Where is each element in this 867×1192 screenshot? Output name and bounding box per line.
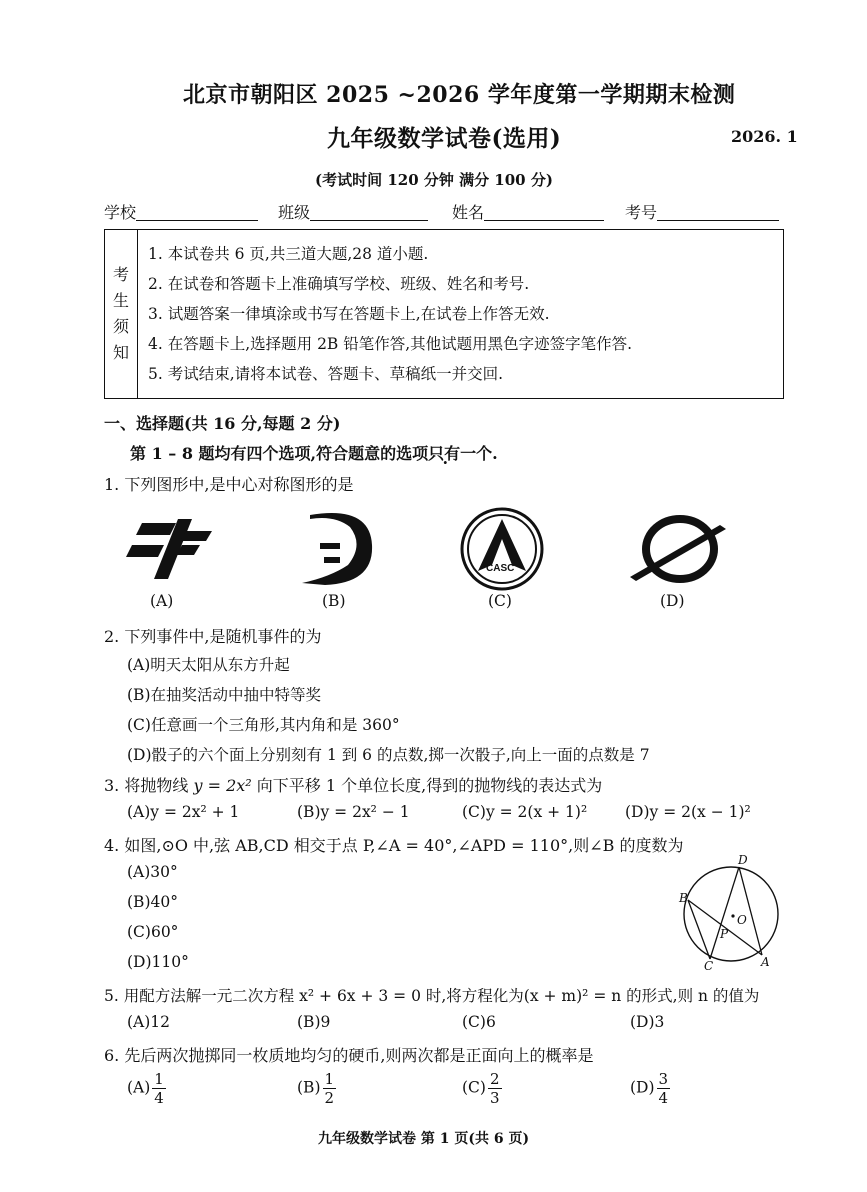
q1-figures: [120, 505, 760, 600]
logo-b-icon[interactable]: [302, 513, 372, 585]
numerator: 3: [658, 1070, 669, 1088]
denominator: 4: [154, 1089, 164, 1107]
q5-option-a[interactable]: (A)12: [127, 1013, 171, 1031]
q3-option-b[interactable]: (B)y = 2x² − 1: [297, 803, 410, 821]
notice-body: [138, 230, 784, 399]
notice-label-char: 知: [112, 343, 129, 362]
candidate-notice-box: [104, 229, 784, 399]
denominator: 4: [658, 1089, 669, 1107]
q3-stem-text: 3. 将抛物线: [104, 776, 194, 795]
notice-label: [105, 230, 138, 399]
section-instruction: [130, 441, 498, 464]
denominator: 3: [489, 1089, 500, 1107]
q6-option-a[interactable]: [127, 1070, 166, 1107]
q3-option-c[interactable]: (C)y = 2(x + 1)²: [462, 803, 588, 821]
number-blank[interactable]: [657, 204, 779, 221]
q5-stem: 5. 用配方法解一元二次方程 x² + 6x + 3 = 0 时,将方程化为(x + m)² = n 的形式,则 n 的值为: [104, 987, 760, 1005]
logo-a-icon[interactable]: [126, 519, 212, 579]
q4-stem: 4. 如图,⊙O 中,弦 AB,CD 相交于点 P,∠A = 40°,∠APD = 110°,则∠B 的度数为: [104, 836, 684, 855]
school-field: [104, 200, 258, 223]
segment-da: [739, 867, 762, 955]
numerator: 2: [489, 1070, 500, 1088]
section-heading: 一、选择题(共 16 分,每题 2 分): [104, 414, 341, 433]
q2-option-b[interactable]: (B)在抽奖活动中抽中特等奖: [127, 686, 321, 704]
school-label: 学校: [104, 203, 137, 222]
q3-stem-math: y = 2x²: [193, 776, 252, 795]
notice-item: 5. 考试结束,请将本试卷、答题卡、草稿纸一并交回.: [148, 365, 504, 383]
q5-option-d[interactable]: (D)3: [630, 1013, 665, 1031]
name-blank[interactable]: [484, 204, 604, 221]
numerator: 1: [324, 1070, 335, 1088]
exam-date: 2026. 1: [731, 127, 798, 146]
label-o: O: [737, 913, 747, 927]
q5-option-b[interactable]: (B)9: [297, 1013, 331, 1031]
option-label: (A): [127, 1078, 151, 1097]
q6-stem: 6. 先后两次抛掷同一枚质地均匀的硬币,则两次都是正面向上的概率是: [104, 1046, 594, 1065]
q6-option-b[interactable]: [297, 1070, 336, 1107]
exam-info: (考试时间 120 分钟 满分 100 分): [315, 171, 553, 189]
option-label: (D): [630, 1078, 655, 1097]
q3-option-d[interactable]: (D)y = 2(x − 1)²: [625, 803, 751, 821]
class-field: [278, 200, 428, 223]
q1-option-a[interactable]: (A): [150, 592, 174, 610]
class-blank[interactable]: [310, 204, 428, 221]
q2-stem: 2. 下列事件中,是随机事件的为: [104, 627, 322, 646]
notice-label-char: 考: [112, 265, 129, 284]
notice-label-char: 生: [112, 291, 129, 310]
fraction: [152, 1070, 166, 1107]
page-footer: 九年级数学试卷 第 1 页(共 6 页): [318, 1131, 530, 1147]
q2-option-a[interactable]: (A)明天太阳从东方升起: [127, 656, 290, 674]
logo-d-icon[interactable]: [630, 519, 726, 581]
notice-item: 2. 在试卷和答题卡上准确填写学校、班级、姓名和考号.: [148, 275, 530, 293]
q1-option-d[interactable]: (D): [660, 592, 685, 610]
notice-item: 3. 试题答案一律填涂或书写在答题卡上,在试卷上作答无效.: [148, 305, 550, 323]
number-label: 考号: [625, 203, 658, 222]
q4-option-a[interactable]: (A)30°: [127, 863, 178, 881]
fraction: [323, 1070, 337, 1107]
q4-option-b[interactable]: (B)40°: [127, 893, 178, 911]
notice-item: 1. 本试卷共 6 页,共三道大题,28 道小题.: [148, 245, 429, 263]
option-label: (C): [462, 1078, 486, 1097]
fraction: [488, 1070, 502, 1107]
q1-option-b[interactable]: (B): [322, 592, 346, 610]
q6-option-d[interactable]: [630, 1070, 670, 1107]
instruction-text: 第 1 – 8 题均有四个选项,符合题意的选项: [130, 444, 429, 463]
label-p: P: [720, 927, 729, 941]
q3-stem-text: 向下平移 1 个单位长度,得到的抛物线的表达式为: [251, 776, 603, 795]
label-d: D: [738, 853, 748, 867]
q4-circle-figure: [676, 852, 786, 970]
q4-option-d[interactable]: (D)110°: [127, 953, 189, 971]
q2-option-d[interactable]: (D)骰子的六个面上分别刻有 1 到 6 的点数,掷一次骰子,向上一面的点数是 7: [127, 746, 650, 764]
q2-option-c[interactable]: (C)任意画一个三角形,其内角和是 360°: [127, 716, 400, 734]
logo-c-casc-icon[interactable]: [462, 509, 542, 589]
q1-stem: 1. 下列图形中,是中心对称图形的是: [104, 475, 354, 494]
chord-dc: [710, 867, 739, 959]
logo-c-text: CASC: [486, 563, 515, 574]
instruction-emphasis: 只有: [428, 444, 461, 463]
school-blank[interactable]: [136, 204, 258, 221]
q1-option-c[interactable]: (C): [488, 592, 512, 610]
denominator: 2: [324, 1089, 335, 1107]
number-field: [625, 200, 779, 223]
option-label: (B): [297, 1078, 321, 1097]
label-a: A: [761, 955, 770, 969]
center-point: [731, 914, 734, 917]
notice-item: 4. 在答题卡上,选择题用 2B 铅笔作答,其他试题用黑色字迹签字笔作答.: [148, 335, 633, 353]
class-label: 班级: [278, 203, 311, 222]
label-c: C: [704, 959, 714, 970]
circle-o: [684, 867, 778, 961]
label-b: B: [679, 891, 688, 905]
numerator: 1: [154, 1070, 164, 1088]
exam-title: 北京市朝阳区 2025 ~2026 学年度第一学期期末检测: [183, 82, 736, 108]
q6-option-c[interactable]: [462, 1070, 502, 1107]
fraction: [657, 1070, 671, 1107]
q3-stem: [104, 773, 602, 796]
notice-label-char: 须: [112, 317, 129, 336]
name-field: [452, 200, 604, 223]
paper-subtitle: 九年级数学试卷(选用): [327, 125, 562, 152]
instruction-text: 一个.: [460, 444, 498, 463]
name-label: 姓名: [452, 203, 485, 222]
q3-option-a[interactable]: (A)y = 2x² + 1: [127, 803, 240, 821]
q5-option-c[interactable]: (C)6: [462, 1013, 496, 1031]
q4-option-c[interactable]: (C)60°: [127, 923, 179, 941]
